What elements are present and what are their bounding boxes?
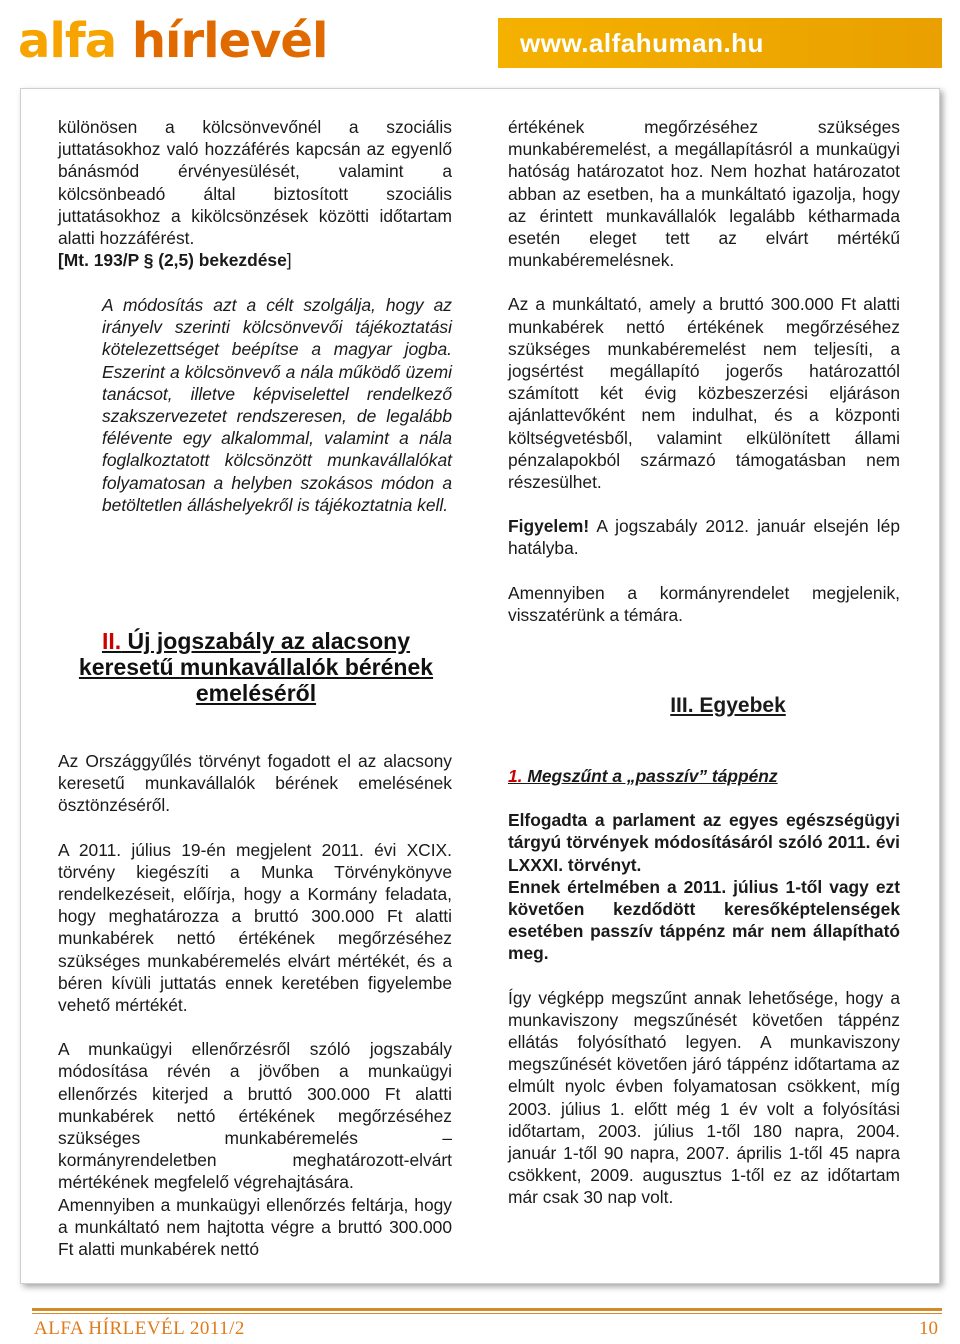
left-paragraph-2: Az Országgyűlés törvényt fogadott el az alacsony keresetű munkavállalók bérének emelésének ösztönzéséről.: [58, 751, 452, 816]
website-url: www.alfahuman.hu: [520, 28, 764, 58]
left-paragraph-1: különösen a kölcsönvevőnél a szociális juttatásokhoz való hozzáférés kapcsán az egyenlő bánásmód érvényesülését, valamint a kölcsönbeadó által biztosított szociális juttatásokhoz a kikölcsönzések közötti időtartam alatti hozzáférést.: [58, 117, 452, 249]
right-paragraph-5: Így végképp megszűnt annak lehetősége, hogy a munkaviszony megszűnését követően táppénz ellátás folyósítható legyen. A munkaviszony megszűnését követően járó táppénz időtartama az elmúlt nyolc évben folyamatosan csökkent, míg 2003. július 1. előtt még 1 év volt a folyósítási időtartam, 2003. július 1-től 180 napra, 2004. január 1-től 90 napra, 2007. április 1-től 45 napra csökkent, 2009. augusztus 1-től ez az időtartam már csak 30 nap volt.: [508, 987, 900, 1208]
header: [10, 8, 942, 78]
left-paragraph-4: A munkaügyi ellenőrzésről szóló jogszabály módosítása révén a jövőben a munkaügyi ellenőrzés kiterjed a bruttó 300.000 Ft alatti munkabérek nettó értékének megőrzéséhez szükséges munkabéremelés – kormányrendeletben meghatározott-elvárt mértékének megfelelő végrehajtására.: [58, 1039, 452, 1193]
footer-divider-thick: [32, 1308, 942, 1311]
bold-paragraph-1: Elfogadta a parlament az egyes egészségügyi tárgyú törvények módosításáról szóló 2011. évi LXXXI. törvényt.: [508, 810, 900, 875]
legal-reference-close: ]: [286, 250, 292, 271]
footer-divider-thin: [32, 1313, 942, 1314]
right-paragraph-4: Amennyiben a kormányrendelet megjelenik, visszatérünk a témára.: [508, 582, 900, 625]
left-paragraph-5: Amennyiben a munkaügyi ellenőrzés feltárja, hogy a munkáltató nem hajtotta végre a bruttó 300.000 Ft alatti munkabérek nettó: [58, 1194, 452, 1260]
bold-paragraph-2: Ennek értelmében a 2011. július 1-től vagy ezt követően kezdődött keresőképtelenségek esetében passzív táppénz már nem állapítható meg.: [508, 876, 900, 964]
italic-paragraph: A módosítás azt a célt szolgálja, hogy az irányelv szerinti kölcsönvevői tájékoztatási kötelezettséget beépítse a magyar jogba. Eszerint a kölcsönvevő a nála működő üzemi tanácsot, illetve képviselettel rendelkező szakszervezetet rendszeresen, de legalább félévente egy alkalommal, valamint a nála foglalkoztatott kölcsönzött munkavállalókat folyamatosan a helyben szokásos módon a betöltetlen álláshelyekről is tájékoztatnia kell.: [102, 295, 452, 515]
subsection-1-number: 1.: [508, 766, 523, 786]
logo: [18, 10, 327, 72]
right-column: [508, 116, 900, 626]
subsection-1-text: Megszűnt a „passzív” táppénz: [522, 766, 778, 786]
subsection-1-title: [508, 765, 900, 787]
page-number: 10: [919, 1318, 938, 1339]
section-ii-heading: [72, 628, 440, 706]
section-iii-heading: [508, 694, 948, 718]
attention-paragraph: [508, 515, 900, 559]
legal-reference-bold: [Mt. 193/P § (2,5) bekezdése: [58, 250, 287, 271]
left-column-lower: [58, 750, 452, 1260]
italic-block: [102, 294, 452, 516]
attention-text: A jogszabály 2012. január elsején lép hatályba.: [508, 516, 900, 559]
logo-hirlevel: hírlevél: [116, 13, 328, 69]
url-banner: [498, 18, 942, 68]
section-ii-number: II.: [101, 628, 122, 654]
right-column-lower: [508, 765, 900, 1209]
attention-label: Figyelem!: [508, 516, 590, 537]
logo-alfa: alfa: [18, 13, 117, 69]
right-paragraph-2: Az a munkáltató, amely a bruttó 300.000 Ft alatti munkabérek nettó értékének megőrzéséhez szükséges munkabéremelést nem teljesíti, a jogsértést megállapító jogerős határozattól számított két évig közbeszerzési eljáráson ajánlattevőként nem indulhat, és a központi költségvetésből, valamint elkülönített állami pénzalapokból származó támogatásban nem részesülhet.: [508, 294, 900, 493]
section-iii-title: III. Egyebek: [670, 694, 786, 717]
left-column: [58, 116, 452, 271]
left-paragraph-3: A 2011. július 19-én megjelent 2011. évi XCIX. törvény kiegészíti a Munka Törvénykönyve rendelkezéseit, előírja, hogy a Kormány feladata, hogy meghatározza a bruttó 300.000 Ft alatti munkabérek nettó értékének megőrzéséhez szükséges munkabéremelés elvárt mértékét, és a béren kívüli juttatás ennek keretében figyelembe vehető mértékét.: [58, 839, 452, 1016]
legal-reference: [58, 249, 452, 271]
right-paragraph-1: értékének megőrzéséhez szükséges munkabéremelést, a megállapításról a munkaügyi hatóság határozatot hoz. Nem hozhat határozatot abban az esetben, ha a munkáltató igazolja, hogy az érintett munkavállalók legalább kétharmada esetén eleget tett az elvárt mértékű munkabéremelésnek.: [508, 117, 900, 271]
section-ii-title: Új jogszabály az alacsony keresetű munkavállalók bérének emeléséről: [78, 628, 434, 706]
footer-publication: ALFA HÍRLEVÉL 2011/2: [34, 1318, 245, 1339]
